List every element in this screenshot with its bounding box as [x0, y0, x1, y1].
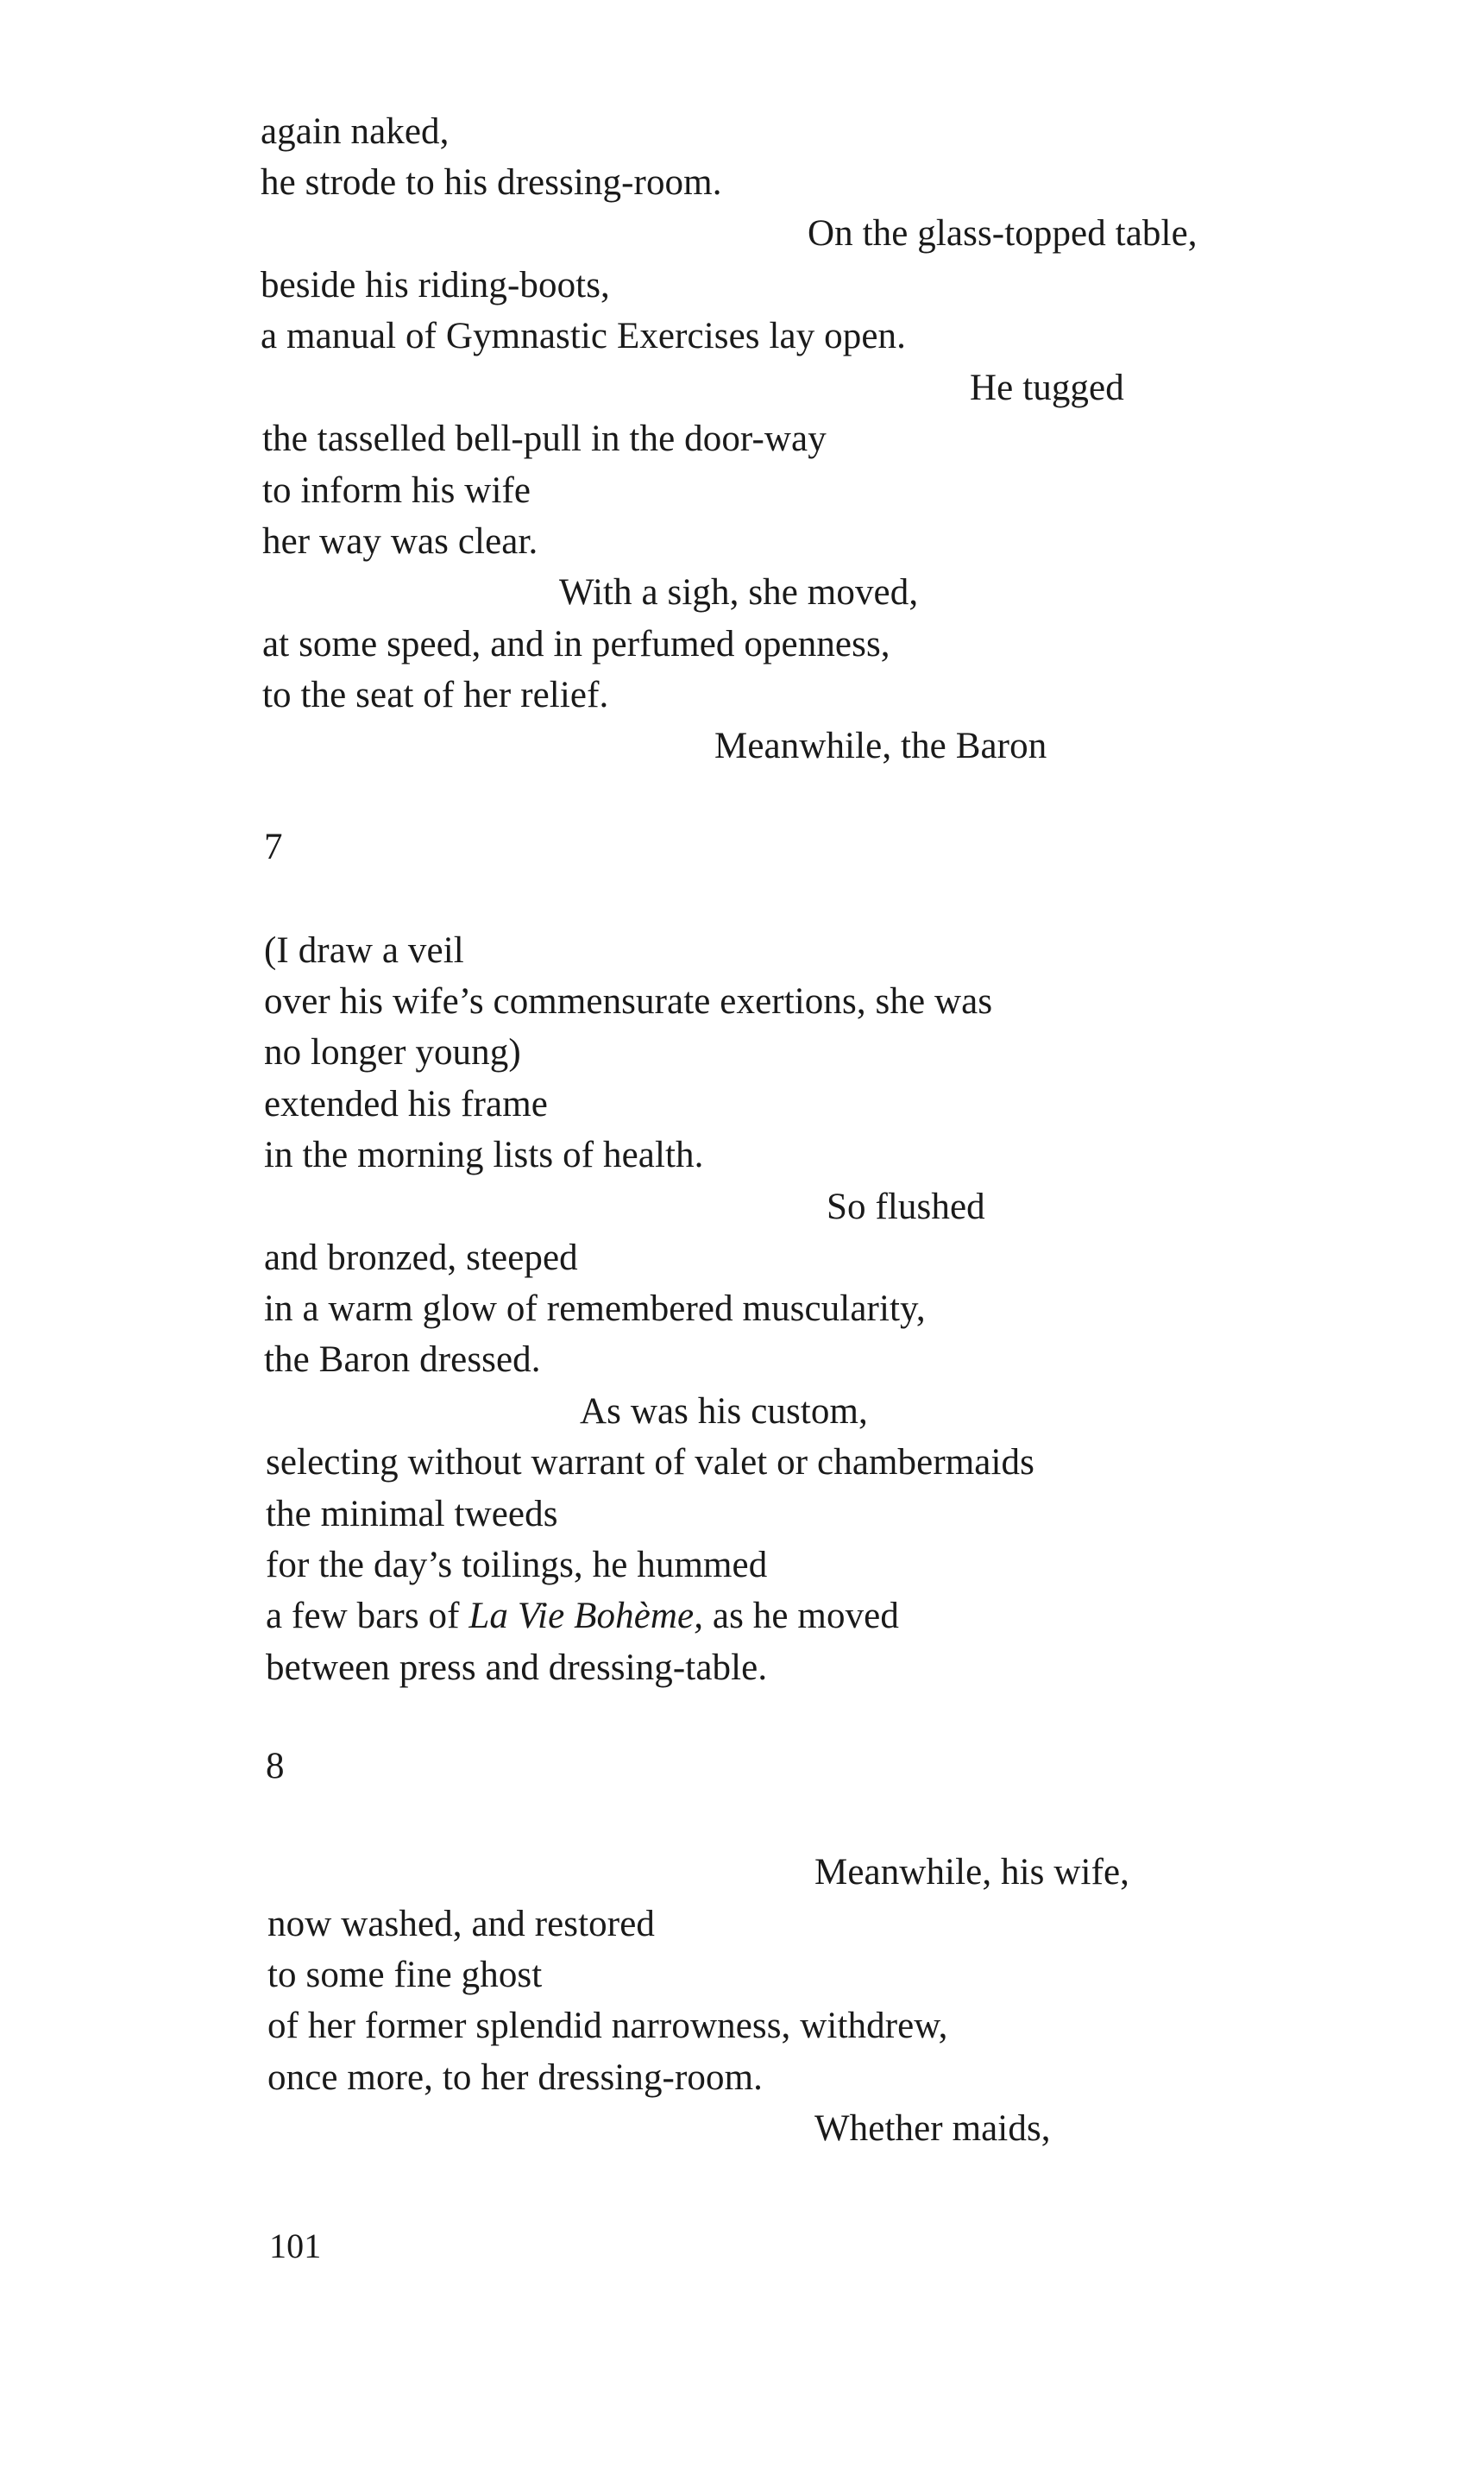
poem-line: between press and dressing-table.: [266, 1647, 768, 1688]
poem-line: extended his frame: [264, 1084, 548, 1124]
poem-line: So flushed: [827, 1187, 985, 1227]
page-number: 101: [269, 2227, 322, 2265]
poem-line: now washed, and restored: [267, 1904, 655, 1944]
poem-line: the Baron dressed.: [264, 1339, 541, 1380]
poem-line: selecting without warrant of valet or chambermaids: [266, 1442, 1034, 1483]
poem-line: her way was clear.: [262, 521, 538, 562]
poem-line: in a warm glow of remembered muscularity,: [264, 1288, 926, 1329]
poem-line: to inform his wife: [262, 470, 531, 511]
poem-line: over his wife’s commensurate exertions, she was: [264, 981, 993, 1022]
poem-line: at some speed, and in perfumed openness,: [262, 624, 890, 664]
poem-line-text: a few bars of: [266, 1596, 469, 1636]
poem-line: He tugged: [970, 368, 1124, 408]
poem-line: (I draw a veil: [264, 930, 464, 971]
poem-line: Meanwhile, the Baron: [714, 726, 1047, 766]
opera-title: La Vie Bohème,: [468, 1596, 704, 1636]
poem-line: As was his custom,: [580, 1391, 868, 1432]
poem-line: of her former splendid narrowness, withdrew,: [267, 2006, 948, 2046]
poem-line: a manual of Gymnastic Exercises lay open.: [261, 316, 906, 356]
poem-line: no longer young): [264, 1032, 521, 1073]
poem-line-with-title: [266, 1597, 899, 1634]
poem-line: Meanwhile, his wife,: [814, 1852, 1130, 1893]
poem-line: again naked,: [261, 111, 450, 152]
poem-line: to the seat of her relief.: [262, 675, 609, 715]
poem-line: With a sigh, she moved,: [559, 572, 919, 613]
poem-line: to some fine ghost: [267, 1955, 543, 1995]
section-number: 7: [264, 827, 283, 867]
poem-line: he strode to his dressing-room.: [261, 162, 722, 203]
poem-line-text: as he moved: [703, 1596, 899, 1636]
poem-line: On the glass-topped table,: [808, 213, 1198, 254]
poem-line: Whether maids,: [814, 2108, 1051, 2149]
poem-line: once more, to her dressing-room.: [267, 2057, 763, 2098]
poem-line: in the morning lists of health.: [264, 1135, 704, 1175]
poem-line: the tasselled bell-pull in the door-way: [262, 419, 827, 459]
poem-line: for the day’s toilings, he hummed: [266, 1545, 768, 1585]
poem-line: and bronzed, steeped: [264, 1238, 578, 1278]
poem-line: the minimal tweeds: [266, 1494, 558, 1534]
poem-line: beside his riding-boots,: [261, 265, 610, 305]
section-number: 8: [266, 1746, 285, 1786]
